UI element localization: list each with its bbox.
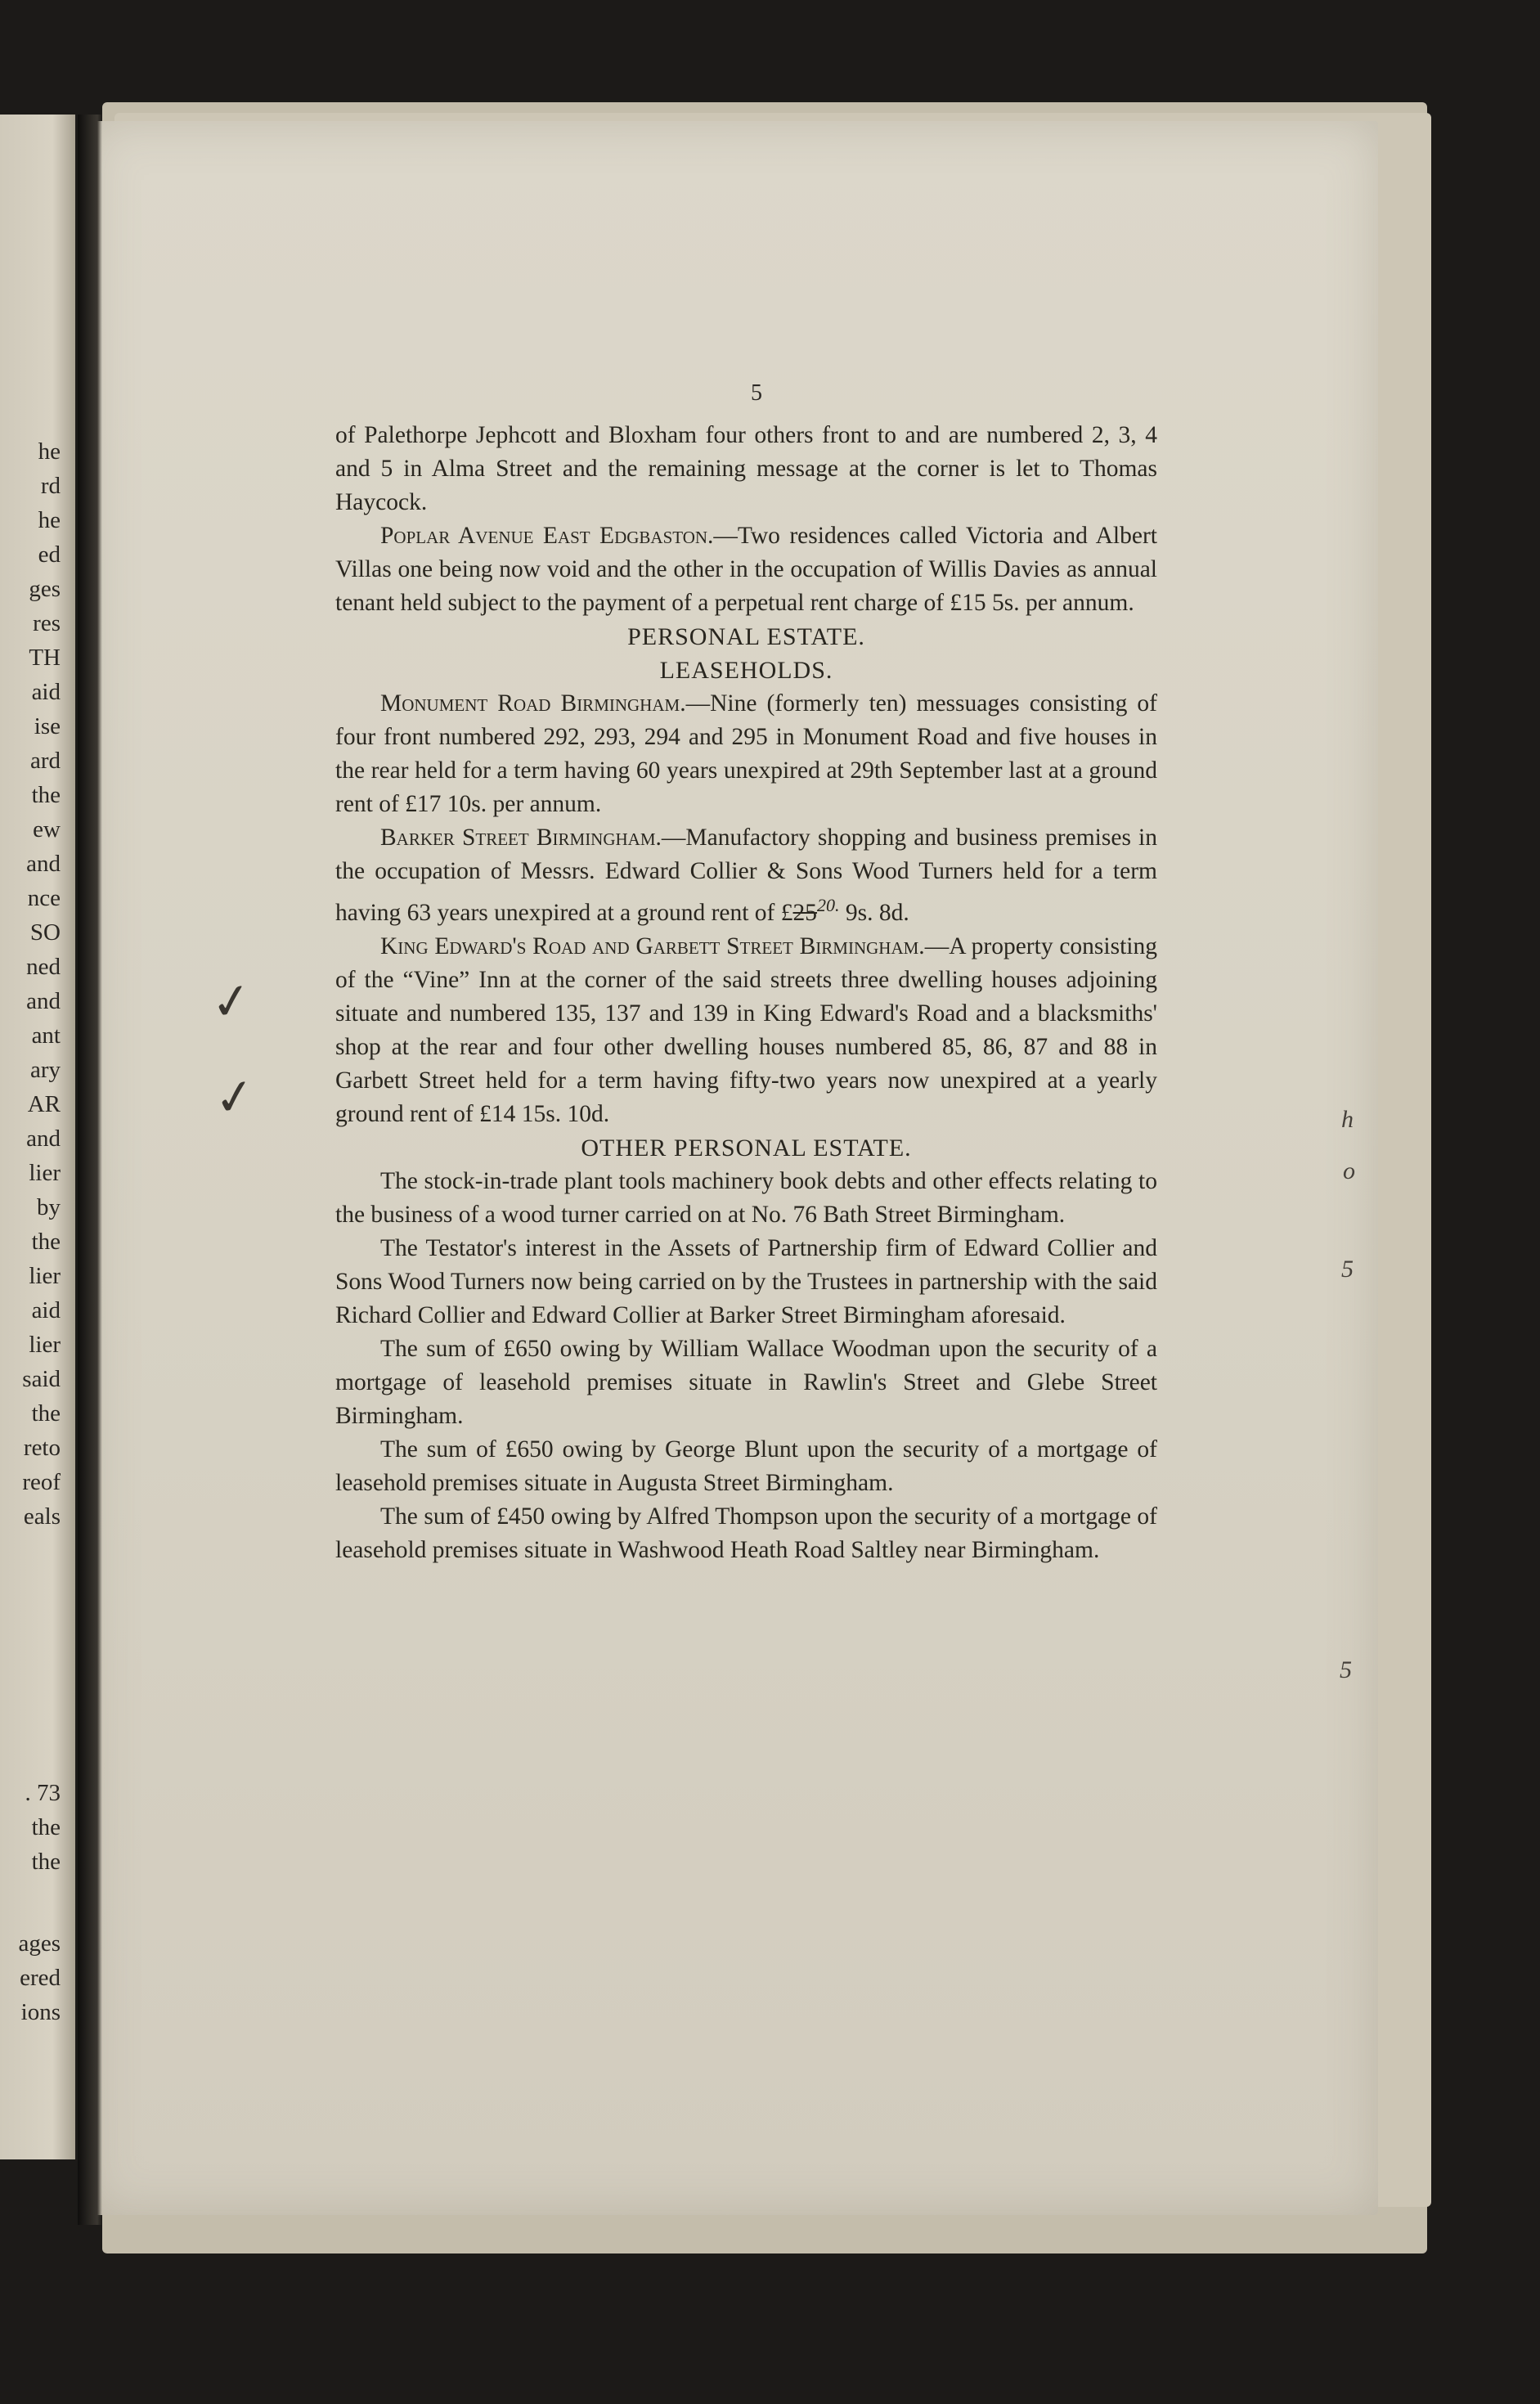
edge-note: 5	[1341, 1256, 1354, 1283]
left-page-word: aid	[31, 1297, 61, 1323]
paragraph-king-edwards-road	[335, 930, 1157, 1131]
left-page-word: and	[26, 1126, 61, 1152]
paragraph-continuation: of Palethorpe Jephcott and Bloxham four others front to and are numbered 2, 3, 4 and 5 in Alma Street and the remaining message at the corner is let to Thomas Haycock.	[335, 422, 1157, 515]
checkmark-icon: ✓	[207, 970, 256, 1034]
left-page-word: ard	[29, 748, 61, 774]
paragraph-poplar-avenue	[335, 519, 1157, 620]
left-page-word: the	[31, 1229, 61, 1255]
left-page-word: ges	[29, 576, 61, 602]
left-page-edge	[0, 115, 75, 2159]
left-page-word: ned	[26, 954, 61, 980]
paragraph-text: —A property consisting of the “Vine” Inn at the corner of the said streets three dwelling houses adjoining situate and numbered 135, 137 and 139 in King Edward's Road and a blacksmiths' shop at the rear and four other dwelling houses numbered 85, 86, 87 and 88 in Garbett Street held for a term having fifty-two years now unexpired at a yearly ground rent of £14 15s. 10d.	[335, 932, 1157, 1127]
paragraph-stock-in-trade: The stock-in-trade plant tools machinery book debts and other effects relating to the business of a wood turner carried on at No. 76 Bath Street Birmingham.	[335, 1167, 1157, 1228]
left-page-word: lier	[29, 1332, 61, 1358]
paragraph-text: —Nine (formerly ten) messuages consisting of four front numbered 292, 293, 294 and 295 in Monument Road and five houses in the rear held for a term having 60 years unexpired at 29th September last at a ground rent of £17 10s. per annum.	[335, 690, 1157, 817]
left-page-word: eals	[23, 1503, 61, 1530]
paragraph-lead: Poplar Avenue East Edgbaston.	[380, 523, 714, 549]
left-page-word: he	[38, 507, 61, 533]
paragraph-barker-street	[335, 821, 1157, 930]
left-page-word: and	[26, 851, 61, 877]
left-page-word: the	[31, 782, 61, 808]
left-page-word: the	[31, 1849, 61, 1875]
left-page-word: ages	[18, 1930, 61, 1957]
paragraph-monument-road	[335, 687, 1157, 821]
paragraph-lead: Monument Road Birmingham.	[380, 690, 686, 717]
left-page-word: nce	[27, 885, 61, 911]
left-page-word: SO	[29, 919, 61, 946]
heading-other-personal-estate: OTHER PERSONAL ESTATE.	[581, 1134, 912, 1162]
left-page-word: the	[31, 1814, 61, 1840]
left-page-word: ew	[33, 816, 61, 843]
left-page-word: ary	[29, 1057, 61, 1083]
paragraph-text: —Two residences called Victoria and Albert Villas one being now void and the other in the occupation of Willis Davies as annual tenant held subject to the payment of a perpetual rent charge of £15 5s. per annum.	[335, 523, 1157, 616]
struck-figure: 25	[792, 899, 818, 926]
page-number: 5	[751, 380, 762, 406]
paragraph-partnership: The Testator's interest in the Assets of Partnership firm of Edward Collier and Sons Wood Turners now being carried on by the Trustees in partnership with the said Richard Collier and Edward Collier at Barker Street Birmingham aforesaid.	[335, 1234, 1157, 1328]
checkmark-icon: ✓	[210, 1066, 259, 1130]
paragraph-lead: King Edward's Road and Garbett Street Birmingham.	[380, 932, 925, 959]
paragraph-lead: Barker Street Birmingham.	[380, 825, 662, 851]
left-page-word: res	[33, 610, 61, 636]
paragraph-thompson-mortgage: The sum of £450 owing by Alfred Thompson upon the security of a mortgage of leasehold premises situate in Washwood Heath Road Saltley near Birmingham.	[335, 1503, 1157, 1563]
left-page-word: ed	[38, 541, 61, 568]
handwritten-correction: 20.	[817, 895, 840, 915]
paragraph-woodman-mortgage: The sum of £650 owing by William Wallace Woodman upon the security of a mortgage of leasehold premises situate in Rawlin's Street and Glebe Street Birmingham.	[335, 1335, 1157, 1429]
left-page-word: reto	[23, 1435, 61, 1461]
heading-personal-estate: PERSONAL ESTATE.	[627, 623, 865, 650]
left-page-word: and	[26, 988, 61, 1014]
left-page-word: by	[37, 1194, 61, 1220]
paragraph-blunt-mortgage: The sum of £650 owing by George Blunt upon the security of a mortgage of leasehold premises situate in Augusta Street Birmingham.	[335, 1436, 1157, 1496]
paragraph-text: —Manufactory shopping and business premises in the occupation of Messrs. Edward Collier & Sons Wood Turners held for a term having 63 years unexpired at a ground rent of £	[335, 825, 1158, 926]
left-page-word: ered	[20, 1965, 61, 1991]
document-body	[335, 419, 1157, 1567]
left-page-word: he	[38, 438, 61, 465]
left-page-word: lier	[29, 1160, 61, 1186]
left-page-word: TH	[29, 645, 61, 671]
left-page-word: lier	[29, 1263, 61, 1289]
left-page-word: reof	[22, 1469, 61, 1495]
left-page-word: said	[22, 1366, 61, 1392]
left-page-word: ant	[31, 1022, 61, 1049]
left-page-word: ise	[34, 713, 61, 739]
left-page-word: aid	[31, 679, 61, 705]
left-page-word: AR	[27, 1091, 61, 1117]
left-page-word: ions	[20, 1999, 61, 2025]
left-page-word: . 73	[25, 1780, 61, 1806]
book-spine-shadow	[78, 115, 102, 2225]
heading-leaseholds: LEASEHOLDS.	[659, 657, 833, 684]
edge-note: o	[1343, 1157, 1355, 1184]
paragraph-text: 9s. 8d.	[839, 899, 909, 926]
left-page-word: rd	[40, 473, 61, 499]
edge-note: h	[1341, 1106, 1354, 1133]
edge-note: 5	[1340, 1656, 1352, 1683]
left-page-word: the	[31, 1400, 61, 1427]
